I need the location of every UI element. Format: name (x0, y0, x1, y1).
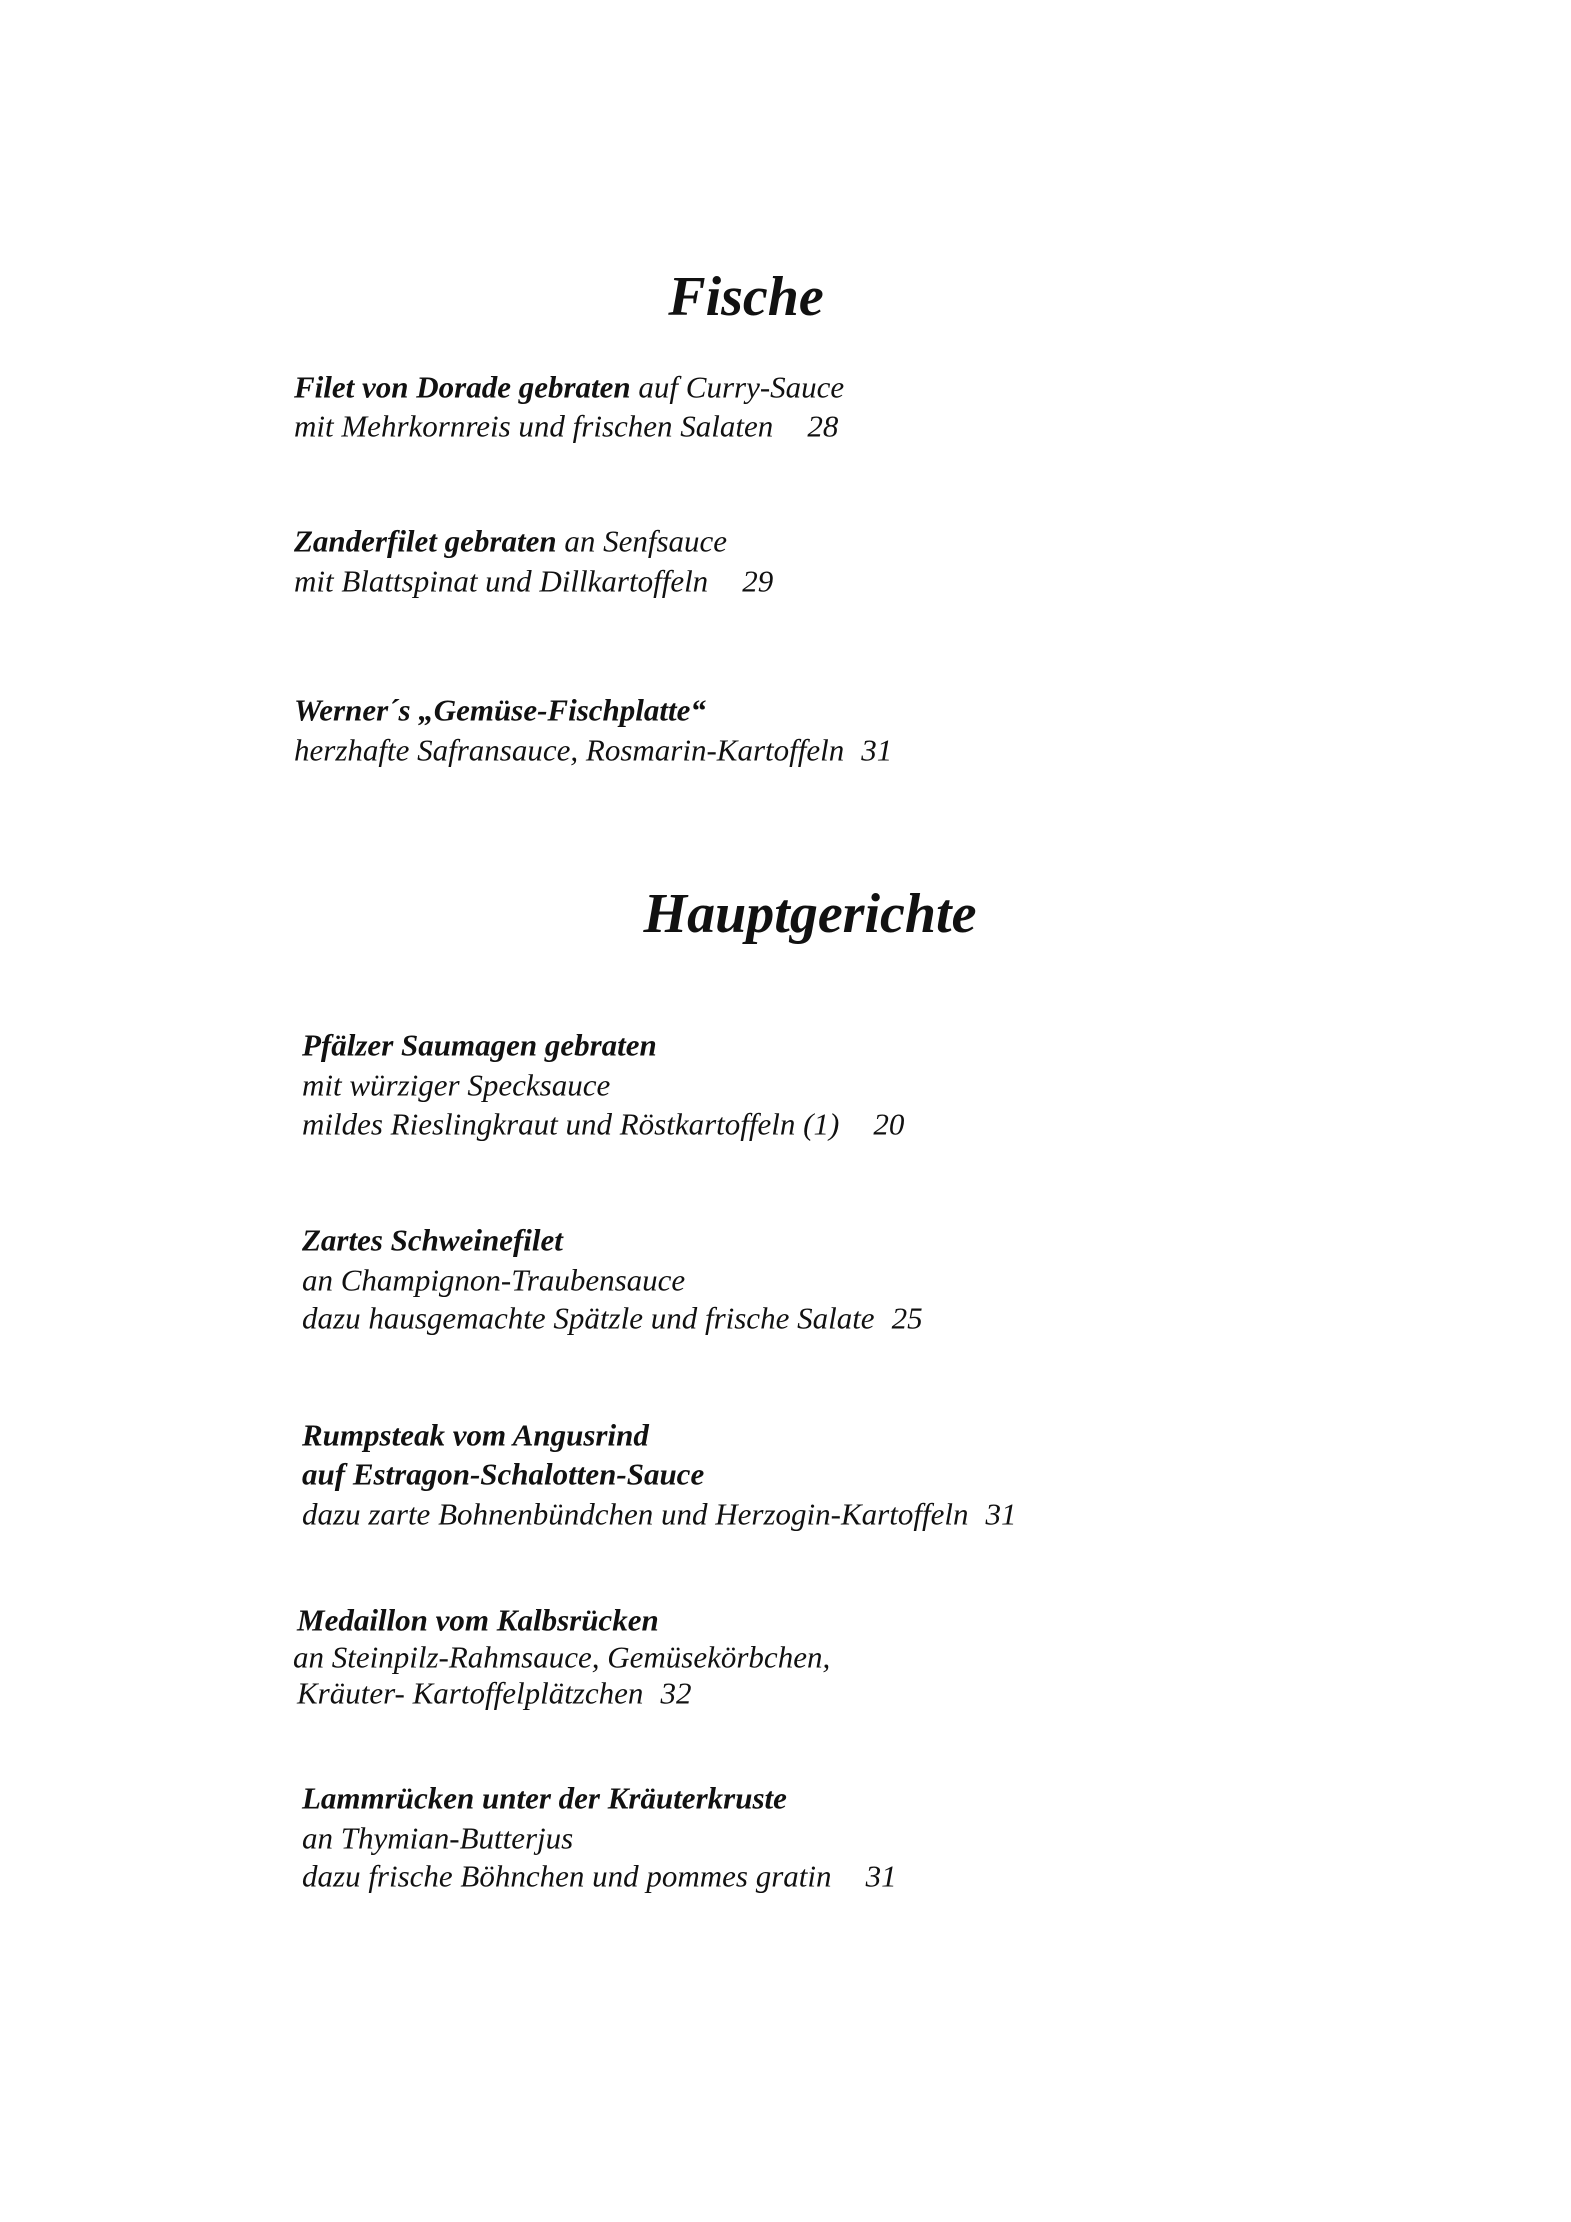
dish-name: Zanderfilet gebraten (294, 523, 557, 559)
dish-name: Werner´s „Gemüse-Fischplatte“ (294, 692, 706, 728)
description-text: mildes Rieslingkraut und Röstkartoffeln (1) (302, 1106, 840, 1142)
price: 28 (807, 408, 839, 444)
menu-item-description (294, 563, 774, 599)
description-text: mit Mehrkornreis und frischen Salaten (294, 408, 774, 444)
dish-name: Lammrücken unter der Kräuterkruste (302, 1780, 787, 1816)
dish-name: Zartes Schweinefilet (302, 1222, 563, 1258)
menu-item-description (294, 732, 893, 768)
menu-item-description (302, 1858, 897, 1894)
menu-item-heading (294, 523, 728, 559)
dish-name: Rumpsteak vom Angusrind (302, 1417, 649, 1453)
menu-item-heading (294, 369, 845, 405)
description-text: dazu zarte Bohnenbündchen und Herzogin-Kartoffeln (302, 1496, 969, 1532)
dish-sauce: an Senfsauce (556, 523, 728, 559)
description-text: an Steinpilz-Rahmsauce, Gemüsekörbchen, (293, 1639, 831, 1675)
description-text: mit Blattspinat und Dillkartoffeln (294, 563, 709, 599)
description-text: dazu frische Böhnchen und pommes gratin (302, 1858, 832, 1894)
menu-item-description (302, 1496, 1017, 1532)
price: 20 (873, 1106, 905, 1142)
dish-name: Filet von Dorade gebraten (294, 369, 631, 405)
price: 29 (742, 563, 774, 599)
description-text: dazu hausgemachte Spätzle und frische Salate (302, 1300, 875, 1336)
description-text: an Champignon-Traubensauce (302, 1262, 686, 1298)
dish-name: Medaillon vom Kalbsrücken (297, 1602, 659, 1638)
section-title-hauptgerichte: Hauptgerichte (643, 883, 977, 945)
description-text: herzhafte Safransauce, Rosmarin-Kartoffeln (294, 732, 845, 768)
dish-name: Pfälzer Saumagen gebraten (302, 1027, 657, 1063)
section-title-fische: Fische (668, 266, 824, 328)
price: 31 (985, 1496, 1017, 1532)
menu-item-description (302, 1300, 923, 1336)
dish-name-line2: auf Estragon-Schalotten-Sauce (302, 1456, 705, 1492)
menu-item-description (297, 1675, 692, 1711)
price: 25 (891, 1300, 923, 1336)
description-text: an Thymian-Butterjus (302, 1820, 574, 1856)
price: 31 (865, 1858, 897, 1894)
price: 31 (861, 732, 893, 768)
menu-item-description (302, 1106, 905, 1142)
menu-item-description (294, 408, 839, 444)
dish-sauce: auf Curry-Sauce (630, 369, 845, 405)
description-text: Kräuter- Kartoffelplätzchen (297, 1675, 644, 1711)
description-text: mit würziger Specksauce (302, 1067, 611, 1103)
price: 32 (660, 1675, 692, 1711)
